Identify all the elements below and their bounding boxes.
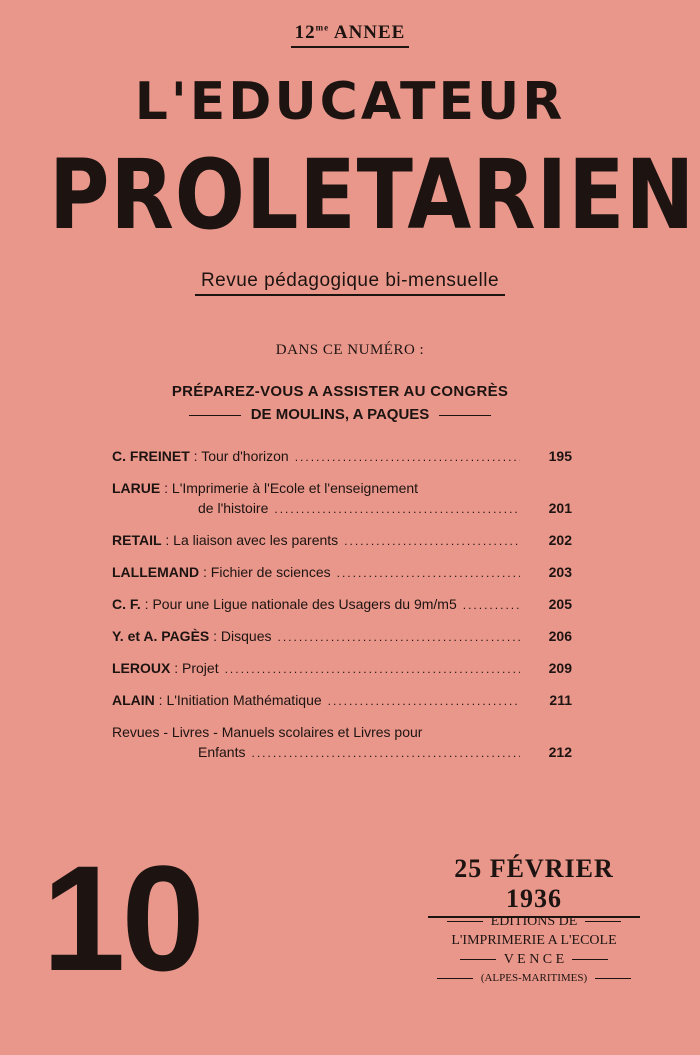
rule-right <box>595 978 631 979</box>
year-word: ANNEE <box>333 22 406 43</box>
toc-page: 209 <box>548 660 572 676</box>
table-of-contents <box>112 448 572 776</box>
issue-number: 10 <box>42 834 201 1002</box>
rule-left <box>437 978 473 979</box>
rule-right <box>585 921 621 922</box>
rule-left <box>189 415 241 416</box>
toc-page: 202 <box>548 532 572 548</box>
title-line-1: L'EDUCATEUR <box>134 72 566 132</box>
publisher-line-2: L'IMPRIMERIE A L'ECOLE <box>451 933 617 948</box>
toc-entry <box>112 596 572 616</box>
announcement-line-2 <box>0 406 680 423</box>
year-suffix: me <box>315 22 330 33</box>
toc-page: 205 <box>548 596 572 612</box>
publisher-city: V E N C E <box>503 952 565 967</box>
toc-title: : Tour d'horizon <box>189 448 289 464</box>
toc-page: 201 <box>548 500 572 516</box>
toc-title: : Pour une Ligue nationale des Usagers du 9m/m5 <box>140 596 457 612</box>
leader-dots <box>337 566 520 580</box>
issue-date-text: 25 FÉVRIER 1936 <box>428 854 640 918</box>
toc-entry <box>112 564 572 584</box>
issue-date <box>428 854 640 918</box>
subtitle-text: Revue pédagogique bi-mensuelle <box>195 270 505 296</box>
leader-dots <box>251 746 520 760</box>
toc-author: ALAIN <box>112 692 155 708</box>
toc-author: RETAIL <box>112 532 162 548</box>
toc-author: LEROUX <box>112 660 171 676</box>
rule-right <box>572 959 608 960</box>
toc-author: C. FREINET <box>112 448 190 464</box>
toc-page: 212 <box>548 744 572 760</box>
toc-title-continued: de l'histoire <box>198 500 269 516</box>
toc-author: LALLEMAND <box>112 564 200 580</box>
toc-title: Revues - Livres - Manuels scolaires et Livres pour <box>112 724 423 740</box>
title-line-2: PROLETARIEN <box>49 139 696 251</box>
toc-entry <box>112 448 572 468</box>
toc-title: : Disques <box>209 628 272 644</box>
toc-author: Y. et A. PAGÈS <box>112 628 210 644</box>
toc-title: : L'Imprimerie à l'Ecole et l'enseignement <box>160 480 419 496</box>
publisher-block <box>428 912 640 988</box>
toc-title: : Projet <box>170 660 219 676</box>
toc-entry <box>112 692 572 712</box>
rule-right <box>439 415 491 416</box>
announcement-line-2-text: DE MOULINS, A PAQUES <box>250 406 430 423</box>
year-number: 12 <box>294 22 316 43</box>
toc-entry <box>112 628 572 648</box>
year-label <box>0 22 700 48</box>
leader-dots <box>295 450 520 464</box>
toc-title-continued: Enfants <box>198 744 246 760</box>
toc-page: 195 <box>548 448 572 464</box>
toc-entry <box>112 724 572 764</box>
contents-heading: DANS CE NUMÉRO : <box>275 342 425 358</box>
toc-page: 211 <box>549 692 572 708</box>
leader-dots <box>463 598 520 612</box>
publisher-line-1: EDITIONS DE <box>490 914 578 929</box>
toc-author: LARUE <box>112 480 161 496</box>
toc-title: : L'Initiation Mathématique <box>154 692 322 708</box>
toc-page: 203 <box>548 564 572 580</box>
toc-entry <box>112 532 572 552</box>
toc-entry <box>112 480 572 520</box>
subtitle <box>0 270 700 296</box>
toc-entry <box>112 660 572 680</box>
leader-dots <box>274 502 520 516</box>
announcement-line-1: PRÉPAREZ-VOUS A ASSISTER AU CONGRÈS <box>171 383 509 400</box>
toc-author: C. F. <box>112 596 141 612</box>
leader-dots <box>344 534 520 548</box>
rule-left <box>460 959 496 960</box>
leader-dots <box>278 630 521 644</box>
toc-page: 206 <box>548 628 572 644</box>
rule-left <box>447 921 483 922</box>
leader-dots <box>328 694 520 708</box>
publisher-region: (ALPES-MARITIMES) <box>480 972 588 984</box>
toc-title: : Fichier de sciences <box>199 564 331 580</box>
toc-title: : La liaison avec les parents <box>161 532 339 548</box>
leader-dots <box>225 662 520 676</box>
